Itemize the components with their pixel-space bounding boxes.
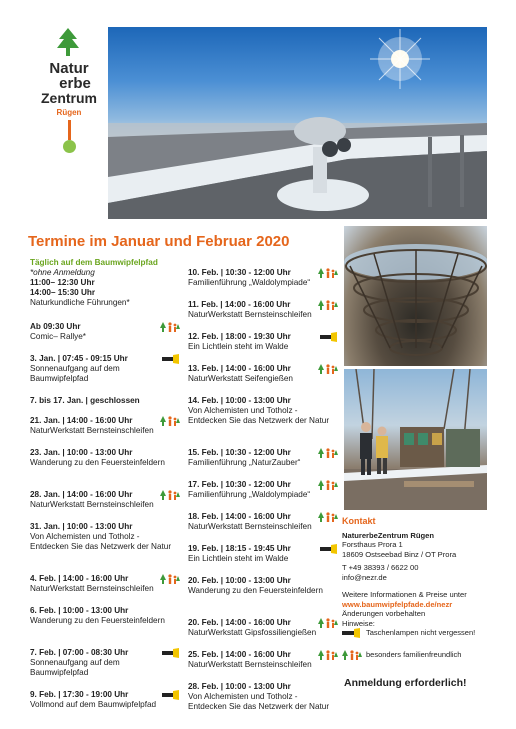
event-date: 9. Feb. | 17:30 - 19:00 Uhr: [30, 690, 129, 699]
flashlight-icon: [160, 354, 180, 364]
event-item: [30, 322, 180, 342]
events-right-column: [188, 268, 338, 718]
event-date: 7. bis 17. Jan. | geschlossen: [30, 396, 140, 405]
logo-line-4: Rügen: [56, 108, 82, 117]
event-item: [188, 332, 338, 352]
kontakt-info-line: Weitere Informationen & Preise unter: [342, 590, 467, 599]
photo-couple-walkway-illustration: [344, 369, 487, 510]
kontakt-changes: Änderungen vorbehalten: [342, 609, 426, 618]
family-icon: [160, 574, 180, 584]
event-item: [188, 576, 338, 596]
signup-required: Anmeldung erforderlich!: [344, 677, 467, 689]
legend-torch-text: Taschenlampen nicht vergessen!: [366, 628, 476, 637]
family-icon: [318, 448, 338, 458]
kontakt-name: NaturerbeZentrum Rügen: [342, 530, 434, 540]
event-item: [188, 300, 338, 320]
event-item: [188, 480, 338, 500]
legend-torch: [342, 628, 475, 638]
family-icon: [318, 480, 338, 490]
family-icon: [318, 512, 338, 522]
logo-line-2: erbe: [59, 75, 91, 92]
flashlight-icon: [318, 544, 338, 554]
kontakt-street: Forsthaus Prora 1: [342, 540, 403, 549]
event-date: 4. Feb. | 14:00 - 16:00 Uhr: [30, 574, 129, 583]
event-title: NaturWerkstatt Bernsteinschleifen: [188, 660, 312, 669]
event-date: 3. Jan. | 07:45 - 09:15 Uhr: [30, 354, 128, 363]
event-date: 7. Feb. | 07:00 - 08:30 Uhr: [30, 648, 129, 657]
tree-icon: [55, 28, 81, 56]
event-date: 17. Feb. | 10:30 - 12:00 Uhr: [188, 480, 291, 489]
flashlight-icon: [342, 628, 362, 638]
daily-title: Täglich auf dem Baumwipfelpfad: [30, 258, 158, 267]
event-item: [30, 648, 180, 678]
event-title: NaturWerkstatt Gipsfossiliengießen: [188, 628, 317, 637]
event-item: [30, 690, 180, 710]
kontakt-phone: T +49 38393 / 6622 00: [342, 563, 419, 572]
headline: Termine im Januar und Februar 2020: [28, 233, 290, 250]
event-title: Ein Lichtlein steht im Walde: [188, 554, 289, 563]
event-title: NaturWerkstatt Bernsteinschleifen: [30, 584, 154, 593]
event-item: [30, 396, 180, 406]
event-title: NaturWerkstatt Bernsteinschleifen: [188, 310, 312, 319]
event-date: 21. Jan. | 14:00 - 16:00 Uhr: [30, 416, 133, 425]
logo-line-3: Zentrum: [41, 90, 97, 106]
event-date: 15. Feb. | 10:30 - 12:00 Uhr: [188, 448, 291, 457]
event-item: [188, 512, 338, 532]
family-icon: [318, 364, 338, 374]
event-date: 20. Feb. | 10:00 - 13:00 Uhr: [188, 576, 291, 585]
family-icon: [160, 322, 180, 332]
family-icon: [318, 618, 338, 628]
event-item: [30, 416, 180, 436]
event-date: 25. Feb. | 14:00 - 16:00 Uhr: [188, 650, 291, 659]
event-item: [30, 490, 180, 510]
event-item: [188, 364, 338, 384]
flashlight-icon: [318, 332, 338, 342]
event-title: Wanderung zu den Feuersteinfeldern: [188, 586, 323, 595]
event-title: Comic– Rallye*: [30, 332, 86, 341]
daily-time-1: 11:00– 12:30 Uhr: [30, 278, 95, 287]
event-date: 28. Feb. | 10:00 - 13:00 Uhr: [188, 682, 291, 691]
flashlight-icon: [160, 690, 180, 700]
daily-block: [30, 258, 180, 308]
kontakt-city: 18609 Ostseebad Binz / OT Prora: [342, 549, 457, 559]
event-title: Vollmond auf dem Baumwipfelpfad: [30, 700, 157, 709]
event-date: 12. Feb. | 18:00 - 19:30 Uhr: [188, 332, 291, 341]
event-date: 6. Feb. | 10:00 - 13:00 Uhr: [30, 606, 129, 615]
events-left-column: [30, 258, 180, 718]
kontakt-url-link[interactable]: www.baumwipfelpfade.de/nezr: [342, 599, 453, 609]
legend-family-text: besonders familienfreundlich: [366, 650, 462, 659]
legend-family: [342, 650, 461, 660]
event-date: Ab 09:30 Uhr: [30, 322, 81, 331]
kontakt-hints: Hinweise:: [342, 618, 375, 628]
family-icon: [160, 490, 180, 500]
logo-dot: [63, 140, 76, 153]
daily-time-2: 14:00– 15:30 Uhr: [30, 288, 96, 297]
family-icon: [318, 300, 338, 310]
logo: [38, 26, 100, 154]
family-icon: [318, 650, 338, 660]
event-title: NaturWerkstatt Bernsteinschleifen: [30, 426, 154, 435]
event-date: 14. Feb. | 10:00 - 13:00 Uhr: [188, 396, 291, 405]
event-item: [30, 354, 180, 384]
event-title: Wanderung zu den Feuersteinfeldern: [30, 616, 165, 625]
kontakt-block: [342, 517, 492, 628]
event-date: 28. Jan. | 14:00 - 16:00 Uhr: [30, 490, 133, 499]
logo-stem: [68, 120, 71, 140]
photo-treetop-walk: [108, 27, 487, 219]
event-date: 10. Feb. | 10:30 - 12:00 Uhr: [188, 268, 291, 277]
event-title: Von Alchemisten und Totholz - Entdecken Sie das Netzwerk der Natur: [188, 692, 330, 711]
event-title: Ein Lichtlein steht im Walde: [188, 342, 289, 351]
logo-line-1: Natur: [49, 60, 89, 77]
event-item: [188, 544, 338, 564]
event-item: [30, 522, 180, 552]
photo-tower-interior: [344, 226, 487, 366]
family-icon: [160, 416, 180, 426]
daily-desc: Naturkundliche Führungen*: [30, 298, 130, 307]
event-item: [188, 618, 338, 638]
event-title: NaturWerkstatt Seifengießen: [188, 374, 293, 383]
family-icon: [318, 268, 338, 278]
event-title: NaturWerkstatt Bernsteinschleifen: [188, 522, 312, 531]
photo-tower-interior-illustration: [344, 226, 487, 366]
event-item: [30, 606, 180, 626]
event-title: Sonnenaufgang auf dem Baumwipfelpfad: [30, 364, 120, 383]
event-title: NaturWerkstatt Bernsteinschleifen: [30, 500, 154, 509]
family-icon: [342, 650, 362, 660]
photo-couple-walkway: [344, 369, 487, 510]
event-item: [188, 682, 338, 712]
event-date: 11. Feb. | 14:00 - 16:00 Uhr: [188, 300, 291, 309]
event-date: 13. Feb. | 14:00 - 16:00 Uhr: [188, 364, 291, 373]
event-item: [188, 650, 338, 670]
event-title: Familienführung „NaturZauber“: [188, 458, 301, 467]
event-item: [30, 574, 180, 594]
event-title: Wanderung zu den Feuersteinfeldern: [30, 458, 165, 467]
event-title: Familienführung „Waldolympiade“: [188, 278, 311, 287]
event-item: [188, 448, 338, 468]
event-item: [188, 268, 338, 288]
event-item: [30, 448, 180, 468]
event-item: [188, 396, 338, 426]
event-date: 31. Jan. | 10:00 - 13:00 Uhr: [30, 522, 133, 531]
event-date: 19. Feb. | 18:15 - 19:45 Uhr: [188, 544, 291, 553]
photo-treetop-walk-illustration: [108, 27, 487, 219]
event-date: 23. Jan. | 10:00 - 13:00 Uhr: [30, 448, 133, 457]
event-title: Von Alchemisten und Totholz - Entdecken Sie das Netzwerk der Natur: [188, 406, 330, 425]
event-title: Familienführung „Waldolympiade“: [188, 490, 311, 499]
event-title: Sonnenaufgang auf dem Baumwipfelpfad: [30, 658, 120, 677]
kontakt-heading: Kontakt: [342, 516, 376, 526]
event-date: 20. Feb. | 14:00 - 16:00 Uhr: [188, 618, 291, 627]
event-title: Von Alchemisten und Totholz - Entdecken Sie das Netzwerk der Natur: [30, 532, 172, 551]
daily-note: *ohne Anmeldung: [30, 268, 95, 277]
event-date: 18. Feb. | 14:00 - 16:00 Uhr: [188, 512, 291, 521]
flashlight-icon: [160, 648, 180, 658]
kontakt-email[interactable]: info@nezr.de: [342, 572, 387, 582]
